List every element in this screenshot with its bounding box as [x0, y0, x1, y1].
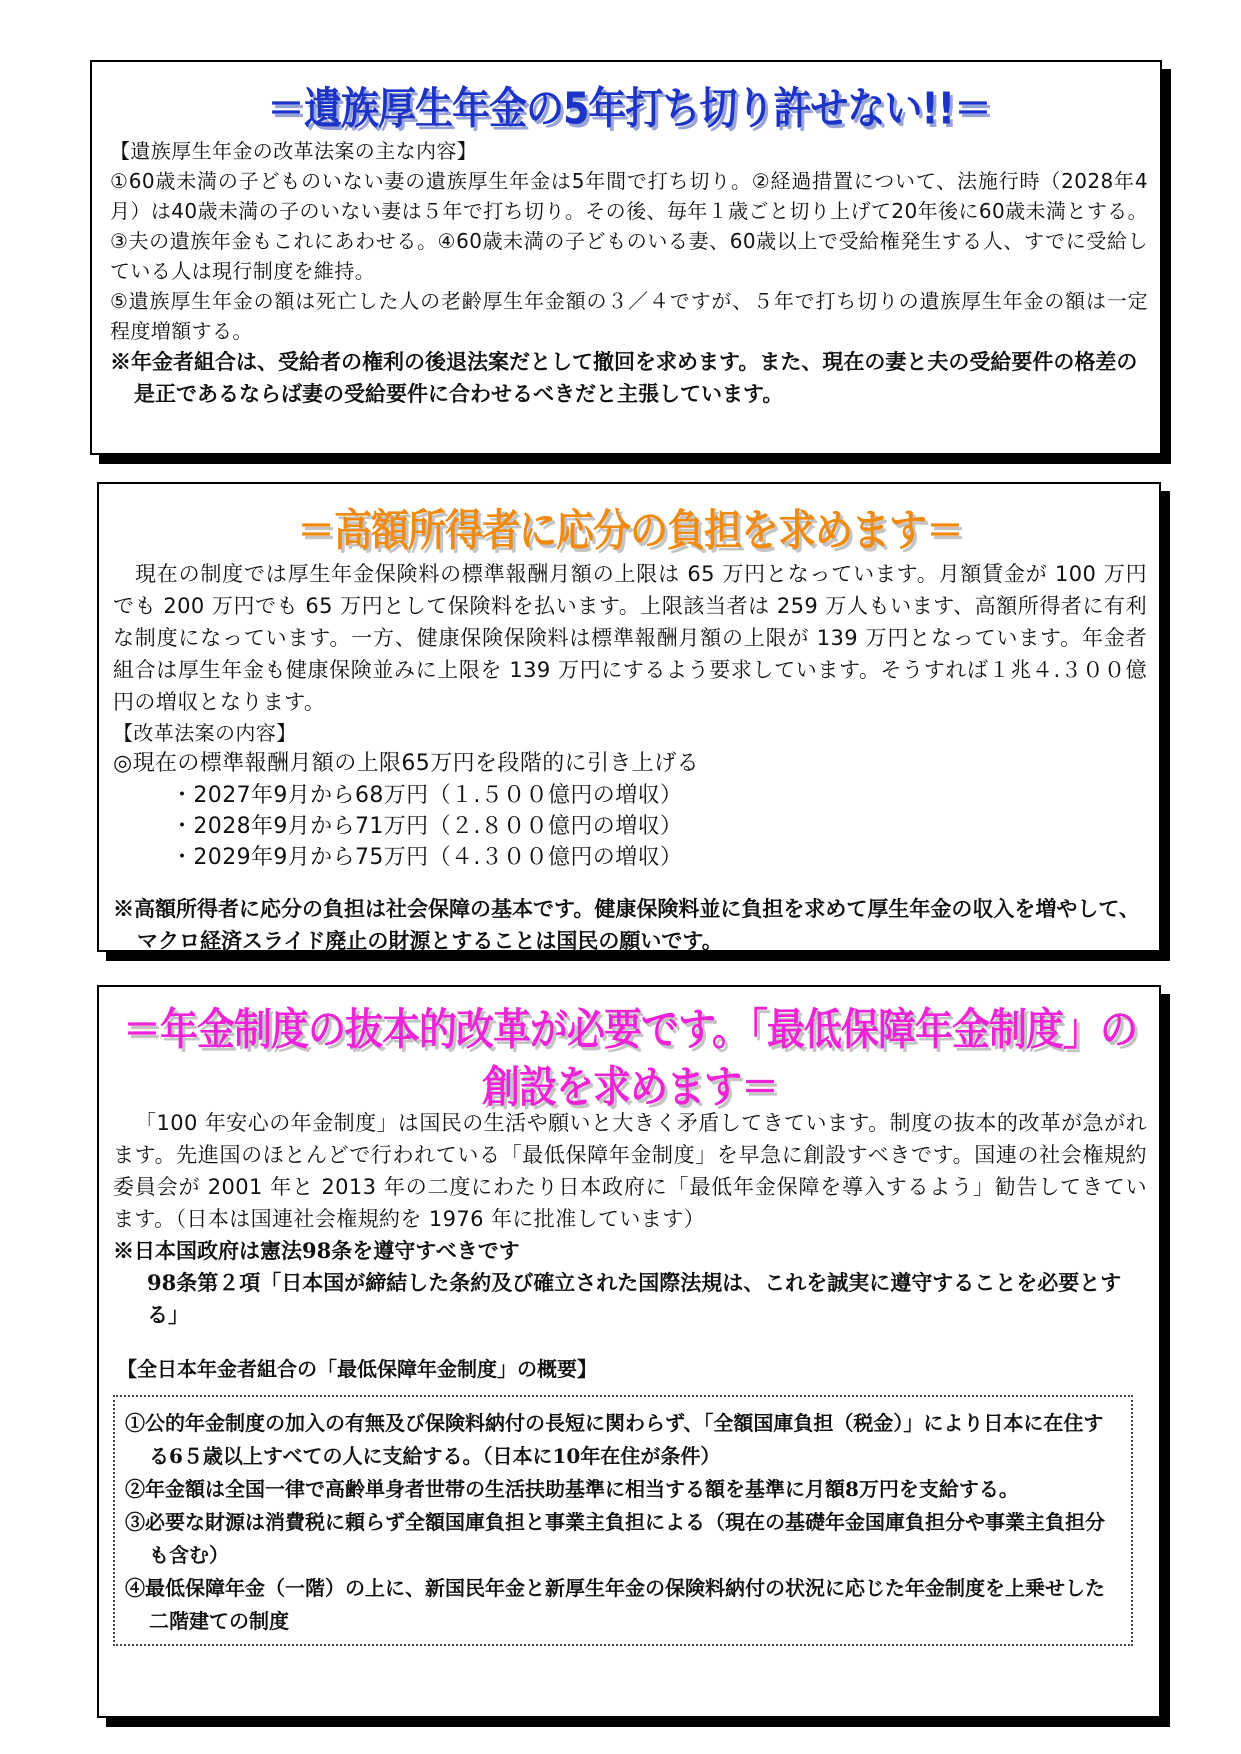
section2-heading: 【改革法案の内容】 [113, 721, 297, 745]
overview-item: ②年金額は全国一律で高齢単身者世帯の生活扶助基準に相当する額を基準に月額8万円を支給する。 [125, 1477, 1019, 1501]
section2-bullet: ・2027年9月から68万円（１.５００億円の増収） [171, 783, 683, 808]
section2-para1: 現在の制度では厚生年金保険料の標準報酬月額の上限は 65 万円となっています。月額賃金が 100 万円でも 200 万円でも 65 万円として保険料を払います。上限該当者は 259 万人もいます、高額所得者に有利な制度になっています。一方、健康保険保険料は標準報酬月額の上限が 139 万円となっています。年金者組合は厚生年金も健康保険並みに上限を 139 万円にするよう要求しています。そうすれば１兆４.３００億円の増収となります。 [113, 562, 1147, 714]
section2-title: ＝高額所得者に応分の負担を求めます＝ [296, 505, 963, 557]
section3-para1: 「100 年安心の年金制度」は国民の生活や願いと大きく矛盾してきています。制度の抜本的改革が急がれます。先進国のほとんどで行われている「最低保障年金制度」を早急に創設すべきです。国連の社会権規約委員会が 2001 年と 2013 年の二度にわたり日本政府に「最低年金保障を導入するよう」勧告してきています。（日本は国連社会権規約を 1976 年に批准しています） [113, 1111, 1147, 1231]
section3-note2-text: 98条第２項「日本国が締結した条約及び確立された国際法規は、これを誠実に遵守することを必要とする」 [147, 1270, 1122, 1327]
survivor-pension-box [90, 60, 1162, 455]
section2-bullet: ・2029年9月から75万円（４.３００億円の増収） [171, 845, 683, 870]
overview-item: ①公的年金制度の加入の有無及び保険料納付の長短に関わらず、「全額国庫負担（税金）」により日本に在住する6５歳以上すべての人に支給する。（日本に10年在住が条件） [125, 1411, 1104, 1468]
section3-note1: ※日本国政府は憲法98条を遵守すべきです [113, 1238, 520, 1263]
section2-bullet: ・2028年9月から71万円（２.８００億円の増収） [171, 814, 683, 839]
section3-note2 [113, 1267, 1147, 1331]
section1-title: ＝遺族厚生年金の5年打ち切り許せない!!＝ [266, 83, 992, 135]
minimum-pension-box [97, 985, 1161, 1718]
section2-note: ※高額所得者に応分の負担は社会保障の基本です。健康保険料並に負担を求めて厚生年金の収入を増やして、マクロ経済スライド廃止の財源とすることは国民の願いです。 [113, 896, 1140, 953]
section2-item-intro: ◎現在の標準報酬月額の上限65万円を段階的に引き上げる [113, 751, 699, 776]
overview-item: ④最低保障年金（一階）の上に、新国民年金と新厚生年金の保険料納付の状況に応じた年金制度を上乗せした二階建ての制度 [125, 1576, 1105, 1633]
section1-heading: 【遺族厚生年金の改革法案の主な内容】 [110, 139, 478, 163]
section3-heading: 【全日本年金者組合の「最低保障年金制度」の概要】 [117, 1357, 597, 1381]
high-income-box [97, 482, 1161, 952]
section1-para1: ①60歳未満の子どものいない妻の遺族厚生年金は5年間で打ち切り。②経過措置について、法施行時（2028年4月）は40歳未満の子のいない妻は５年で打ち切り。その後、毎年１歳ごと切り上げて20年後に60歳未満とする。③夫の遺族年金もこれにあわせる。④60歳未満の子どものいる妻、60歳以上で受給権発生する人、すでに受給している人は現行制度を維持。 [110, 169, 1148, 283]
section3-title: ＝年金制度の抜本的改革が必要です。「最低保障年金制度」の創設を求めます＝ [123, 1004, 1137, 1113]
section1-para2: ⑤遺族厚生年金の額は死亡した人の老齢厚生年金額の３／４ですが、５年で打ち切りの遺族厚生年金の額は一定程度増額する。 [110, 289, 1148, 343]
section1-note: ※年金者組合は、受給者の権利の後退法案だとして撤回を求めます。また、現在の妻と夫の受給要件の格差の是正であるならば妻の受給要件に合わせるべきだと主張しています。 [110, 349, 1138, 406]
overview-item: ③必要な財源は消費税に頼らず全額国庫負担と事業主負担による（現在の基礎年金国庫負担分や事業主負担分も含む） [125, 1510, 1105, 1567]
overview-box [113, 1395, 1133, 1646]
